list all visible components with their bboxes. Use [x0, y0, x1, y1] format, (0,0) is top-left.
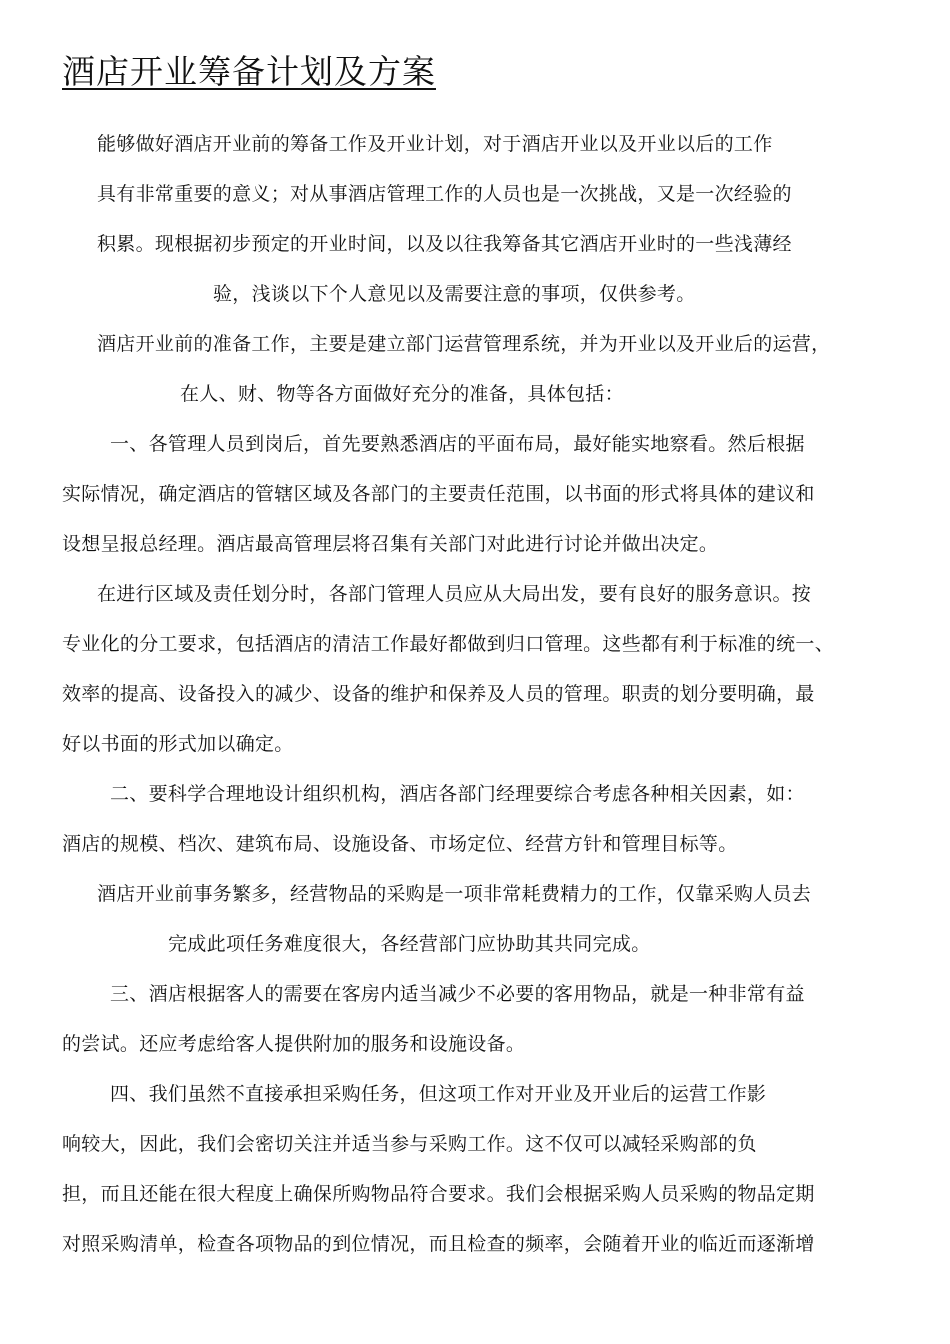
paragraph-line-14: 二、要科学合理地设计组织机构，酒店各部门经理要综合考虑各种相关因素，如： [110, 783, 805, 805]
paragraph-line-19: 的尝试。还应考虑给客人提供附加的服务和设施设备。 [62, 1033, 526, 1055]
paragraph-line-3: 积累。现根据初步预定的开业时间，以及以往我筹备其它酒店开业时的一些浅薄经 [97, 233, 792, 255]
paragraph-line-17: 完成此项任务难度很大，各经营部门应协助其共同完成。 [168, 933, 651, 955]
paragraph-line-11: 专业化的分工要求，包括酒店的清洁工作最好都做到归口管理。这些都有利于标准的统一、 [62, 633, 835, 655]
paragraph-line-1: 能够做好酒店开业前的筹备工作及开业计划，对于酒店开业以及开业以后的工作 [97, 133, 773, 155]
paragraph-line-10: 在进行区域及责任划分时，各部门管理人员应从大局出发，要有良好的服务意识。按 [97, 583, 812, 605]
paragraph-line-15: 酒店的规模、档次、建筑布局、设施设备、市场定位、经营方针和管理目标等。 [62, 833, 738, 855]
paragraph-line-8: 实际情况，确定酒店的管辖区域及各部门的主要责任范围，以书面的形式将具体的建议和 [62, 483, 815, 505]
paragraph-line-20: 四、我们虽然不直接承担采购任务，但这项工作对开业及开业后的运营工作影 [110, 1083, 767, 1105]
paragraph-line-7: 一、各管理人员到岗后，首先要熟悉酒店的平面布局，最好能实地察看。然后根据 [110, 433, 805, 455]
document-title: 酒店开业筹备计划及方案 [62, 52, 436, 91]
paragraph-line-18: 三、酒店根据客人的需要在客房内适当减少不必要的客用物品，就是一种非常有益 [110, 983, 805, 1005]
paragraph-line-21: 响较大，因此，我们会密切关注并适当参与采购工作。这不仅可以减轻采购部的负 [62, 1133, 757, 1155]
paragraph-line-9: 设想呈报总经理。酒店最高管理层将召集有关部门对此进行讨论并做出决定。 [62, 533, 719, 555]
paragraph-line-16: 酒店开业前事务繁多，经营物品的采购是一项非常耗费精力的工作，仅靠采购人员去 [97, 883, 812, 905]
paragraph-line-12: 效率的提高、设备投入的减少、设备的维护和保养及人员的管理。职责的划分要明确，最 [62, 683, 815, 705]
paragraph-line-13: 好以书面的形式加以确定。 [62, 733, 294, 755]
paragraph-line-2: 具有非常重要的意义；对从事酒店管理工作的人员也是一次挑战，又是一次经验的 [97, 183, 792, 205]
paragraph-line-5: 酒店开业前的准备工作，主要是建立部门运营管理系统，并为开业以及开业后的运营， [97, 333, 831, 355]
paragraph-line-6: 在人、财、物等各方面做好充分的准备，具体包括： [180, 383, 624, 405]
paragraph-line-23: 对照采购清单，检查各项物品的到位情况，而且检查的频率，会随着开业的临近而逐渐增 [62, 1233, 815, 1255]
paragraph-line-22: 担，而且还能在很大程度上确保所购物品符合要求。我们会根据采购人员采购的物品定期 [62, 1183, 815, 1205]
paragraph-line-4: 验，浅谈以下个人意见以及需要注意的事项，仅供参考。 [213, 283, 696, 305]
